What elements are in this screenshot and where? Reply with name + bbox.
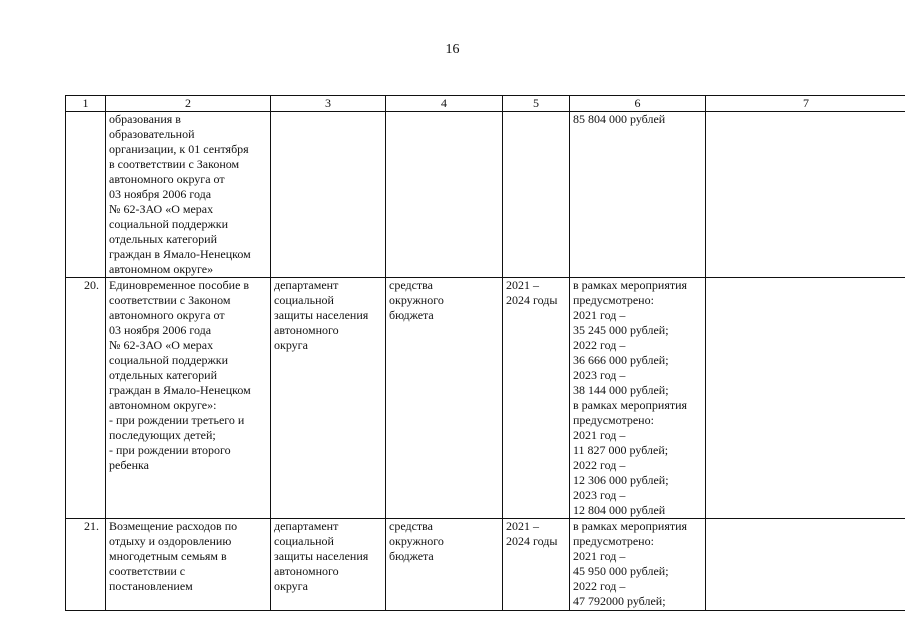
cell-line: окружного <box>389 534 444 548</box>
cell-line: 85 804 000 рублей <box>573 112 666 126</box>
header-col-7: 7 <box>706 96 905 112</box>
cell-line: образования в <box>109 112 181 126</box>
cell-line: организации, к 01 сентября <box>109 142 249 156</box>
cell-line: отдельных категорий <box>109 232 218 246</box>
cell-line: 2021 год – <box>573 428 626 442</box>
cell-line: отдыху и оздоровлению <box>109 534 232 548</box>
cell-line: 45 950 000 рублей; <box>573 564 669 578</box>
cell-line: департамент <box>274 519 339 533</box>
cell-line: отдельных категорий <box>109 368 218 382</box>
cell-line: автономном округе» <box>109 262 214 276</box>
cell-line: автономного округа от <box>109 172 225 186</box>
cell-line: бюджета <box>389 549 434 563</box>
cell-line: автономного <box>274 323 339 337</box>
cell-line: в рамках мероприятия <box>573 519 688 533</box>
cell-line: - при рождении второго <box>109 443 231 457</box>
cell-line: 47 792000 рублей; <box>573 594 666 608</box>
cell-line: департамент <box>274 278 339 292</box>
cell-line: социальной поддержки <box>109 353 229 367</box>
header-col-4: 4 <box>386 96 503 112</box>
cell-number: 21. <box>66 519 106 611</box>
cell-line: предусмотрено: <box>573 534 654 548</box>
cell-line: № 62-ЗАО «О мерах <box>109 338 214 352</box>
cell-line: граждан в Ямало-Ненецком <box>109 247 251 261</box>
cell-line: граждан в Ямало-Ненецком <box>109 383 251 397</box>
cell-period <box>503 112 570 278</box>
cell-line: 03 ноября 2006 года <box>109 187 212 201</box>
cell-line: образовательной <box>109 127 195 141</box>
cell-line: многодетным семьям в <box>109 549 227 563</box>
cell-line: 12 306 000 рублей; <box>573 473 669 487</box>
cell-line: автономного <box>274 564 339 578</box>
cell-line: социальной <box>274 293 334 307</box>
cell-line: 2023 год – <box>573 488 626 502</box>
cell-line: защиты населения <box>274 308 369 322</box>
cell-line: автономного округа от <box>109 308 225 322</box>
cell-line: 38 144 000 рублей; <box>573 383 669 397</box>
cell-executor <box>271 519 386 611</box>
cell-line: 2023 год – <box>573 368 626 382</box>
cell-line: соответствии с <box>109 564 186 578</box>
cell-number <box>66 112 106 278</box>
cell-line: 11 827 000 рублей; <box>573 443 669 457</box>
cell-line: 35 245 000 рублей; <box>573 323 669 337</box>
cell-line: округа <box>274 338 308 352</box>
cell-line: в соответствии с Законом <box>109 157 240 171</box>
cell-line: 2024 годы <box>506 293 558 307</box>
cell-line: Единовременное пособие в <box>109 278 250 292</box>
cell-source <box>386 112 503 278</box>
cell-notes <box>706 112 905 278</box>
cell-source <box>386 519 503 611</box>
cell-line: постановлением <box>109 579 193 593</box>
cell-period <box>503 278 570 519</box>
cell-line: предусмотрено: <box>573 293 654 307</box>
cell-notes <box>706 519 905 611</box>
cell-line: последующих детей; <box>109 428 216 442</box>
cell-funding <box>570 519 706 611</box>
cell-line: бюджета <box>389 308 434 322</box>
cell-line: социальной поддержки <box>109 217 229 231</box>
cell-line: - при рождении третьего и <box>109 413 245 427</box>
cell-number: 20. <box>66 278 106 519</box>
cell-notes <box>706 278 905 519</box>
cell-line: 12 804 000 рублей <box>573 503 666 517</box>
cell-funding <box>570 112 706 278</box>
cell-executor <box>271 112 386 278</box>
cell-line: 36 666 000 рублей; <box>573 353 669 367</box>
cell-source <box>386 278 503 519</box>
cell-line: соответствии с Законом <box>109 293 231 307</box>
cell-line: 2021 год – <box>573 308 626 322</box>
cell-line: средства <box>389 519 434 533</box>
cell-period <box>503 519 570 611</box>
cell-line: окружного <box>389 293 444 307</box>
cell-line: округа <box>274 579 308 593</box>
cell-description <box>106 519 271 611</box>
cell-line: 2022 год – <box>573 579 626 593</box>
cell-line: 2022 год – <box>573 338 626 352</box>
measures-table <box>65 95 905 611</box>
table-row-21 <box>66 519 905 611</box>
cell-line: 2021 – <box>506 519 539 533</box>
header-col-6: 6 <box>570 96 706 112</box>
cell-executor <box>271 278 386 519</box>
cell-line: предусмотрено: <box>573 413 654 427</box>
cell-line: 2024 годы <box>506 534 558 548</box>
cell-line: ребенка <box>109 458 149 472</box>
cell-line: 2022 год – <box>573 458 626 472</box>
cell-line: в рамках мероприятия <box>573 278 688 292</box>
header-col-3: 3 <box>271 96 386 112</box>
header-col-5: 5 <box>503 96 570 112</box>
cell-description <box>106 112 271 278</box>
cell-line: Возмещение расходов по <box>109 519 238 533</box>
cell-line: в рамках мероприятия <box>573 398 688 412</box>
cell-line: защиты населения <box>274 549 369 563</box>
cell-description <box>106 278 271 519</box>
header-col-2: 2 <box>106 96 271 112</box>
header-row <box>66 96 905 112</box>
header-col-1: 1 <box>66 96 106 112</box>
cell-line: средства <box>389 278 434 292</box>
table-row-continuation <box>66 112 905 278</box>
cell-line: 2021 год – <box>573 549 626 563</box>
cell-line: 2021 – <box>506 278 539 292</box>
table-row-20 <box>66 278 905 519</box>
cell-line: № 62-ЗАО «О мерах <box>109 202 214 216</box>
cell-line: автономном округе»: <box>109 398 217 412</box>
cell-line: 03 ноября 2006 года <box>109 323 212 337</box>
cell-line: социальной <box>274 534 334 548</box>
cell-funding <box>570 278 706 519</box>
page-number: 16 <box>445 42 460 57</box>
